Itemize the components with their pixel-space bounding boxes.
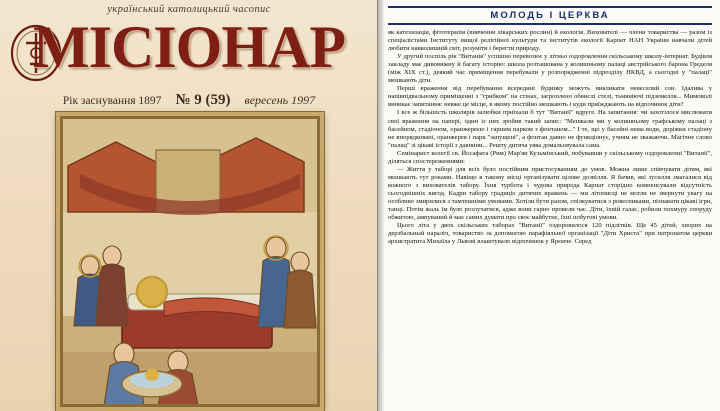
article-paragraph: Цього літа у двох скільських таборах "Витанії" оздоровилося 120 підлітків. Ще 45 дітей, хворих на дерзбальный параліч, товариство за допомогою парафіяльної організації "Діти Христа" при патронатом церкви архистратига Михаїла у Львові влаштувало відпочинок у Ярємче. Серед <box>388 222 712 246</box>
page-gutter-shadow <box>378 0 385 411</box>
cover-founded-label: Рік заснування 1897 <box>62 95 162 107</box>
article-rubric: МОЛОДЬ І ЦЕРКВА <box>388 6 712 25</box>
article-paragraph: — Життя у таборі для всіх було постійним пристосуванням до умов. Можна лише співчувати дітям, які мешкають тут роками. Навіщо в такому місці організувати цілове дозвілля. Я бачив, які зусилля змагалися від кожного з вихователів табору. Їхня турбота і чудова природа Карпат сторідно компенсували відсутність сьогоднішніх вигод. Кадри табору градиціо дитячих вражень — ми літописці не могли не звернути увагу на особливо змирилися з тамтешніми умовами. Хотіли бути разом, спілкуватися з ровесниками, пізнавати цікаві ігри, танці. Потім жаль їм було розлучатися, адже вони гарно провели час. Діти, їхній галас, робили похмуру споруду обжитою, ампуваний й має самих думати про своє майбутнє, їхні побутові умови. <box>388 165 712 222</box>
cover-meta <box>0 92 378 109</box>
cover-issue-label: № 9 (59) <box>175 92 231 108</box>
article-body <box>388 29 712 246</box>
article-page <box>378 0 720 411</box>
article-paragraph: У другий поспіль рік "Витанія" успішно перевозює у літньо оздоровлення скільському школу-інтернат. Будівля закладу має дивовижну й багату історію: школа розташована у колишньому палаці австрійського барона Гределя (між XIX ст.), деякий час приміщення перебували у розпорядженні підрозділу НКВД, а сьогодні у "палаці" мешкають діти. <box>388 53 712 85</box>
article-paragraph: Семінарист колегії св. Йосафата (Рим) Мар'ян Кузьмінський, побувавши у скільському оздоровленні "Витанії", діляться спостереженнями: <box>388 149 712 165</box>
article-paragraph: Перші враження від перебування всередині будинку можуть викликати невеселий сон. Ідалива у напівпідвальному приміщенні з "грибком" на стінах, загроплено обвислі стелі, тьмяніючі підземелля... Мимоволі виникає запитання: невже це місце, в якому постійно мешкають і куди приїжджають на відпочинок діти? <box>388 85 712 109</box>
icon-nativity-of-the-theotokos <box>60 116 320 407</box>
article-paragraph: як катехизація, фітотерапія (вивчення лікарських рослин) й екологія. Вихователі — члени товариства — разом із спеціалістами Інституту вищої релігійної культури та інститутів екології Карпат НАН України навчали дітей любити навколишній світ, розуміти і берегти природу. <box>388 29 712 53</box>
magazine-title: МІСІОНАР <box>33 14 345 80</box>
icon-artwork-svg <box>60 116 320 407</box>
article-paragraph: І все ж більшість школярів залюбки приїхали б тут "Витанії" вдруге. На запитання: чи захотілося мислювати свої враження на папері, один із них зробив такий запис: "Мешкали ми у колишньому графському палаці з басейном, стадіоном, оранжереєю і гарним парком з фонтаном..." І те, що у басейні нема води, доріжки стадіону не впорядковані, оранжерея і парк "запущені", а фонтан давно не функціонує, учням не зважаючи. Магічне слово "палац" зі цікаві історії з давнини... Решту дитяча уява домальовувала сама. <box>388 109 712 149</box>
cover-month-label: вересень 1997 <box>244 93 316 107</box>
cover-illustration-frame <box>56 112 324 411</box>
cover-tagline: український католицький часопис <box>107 4 271 15</box>
